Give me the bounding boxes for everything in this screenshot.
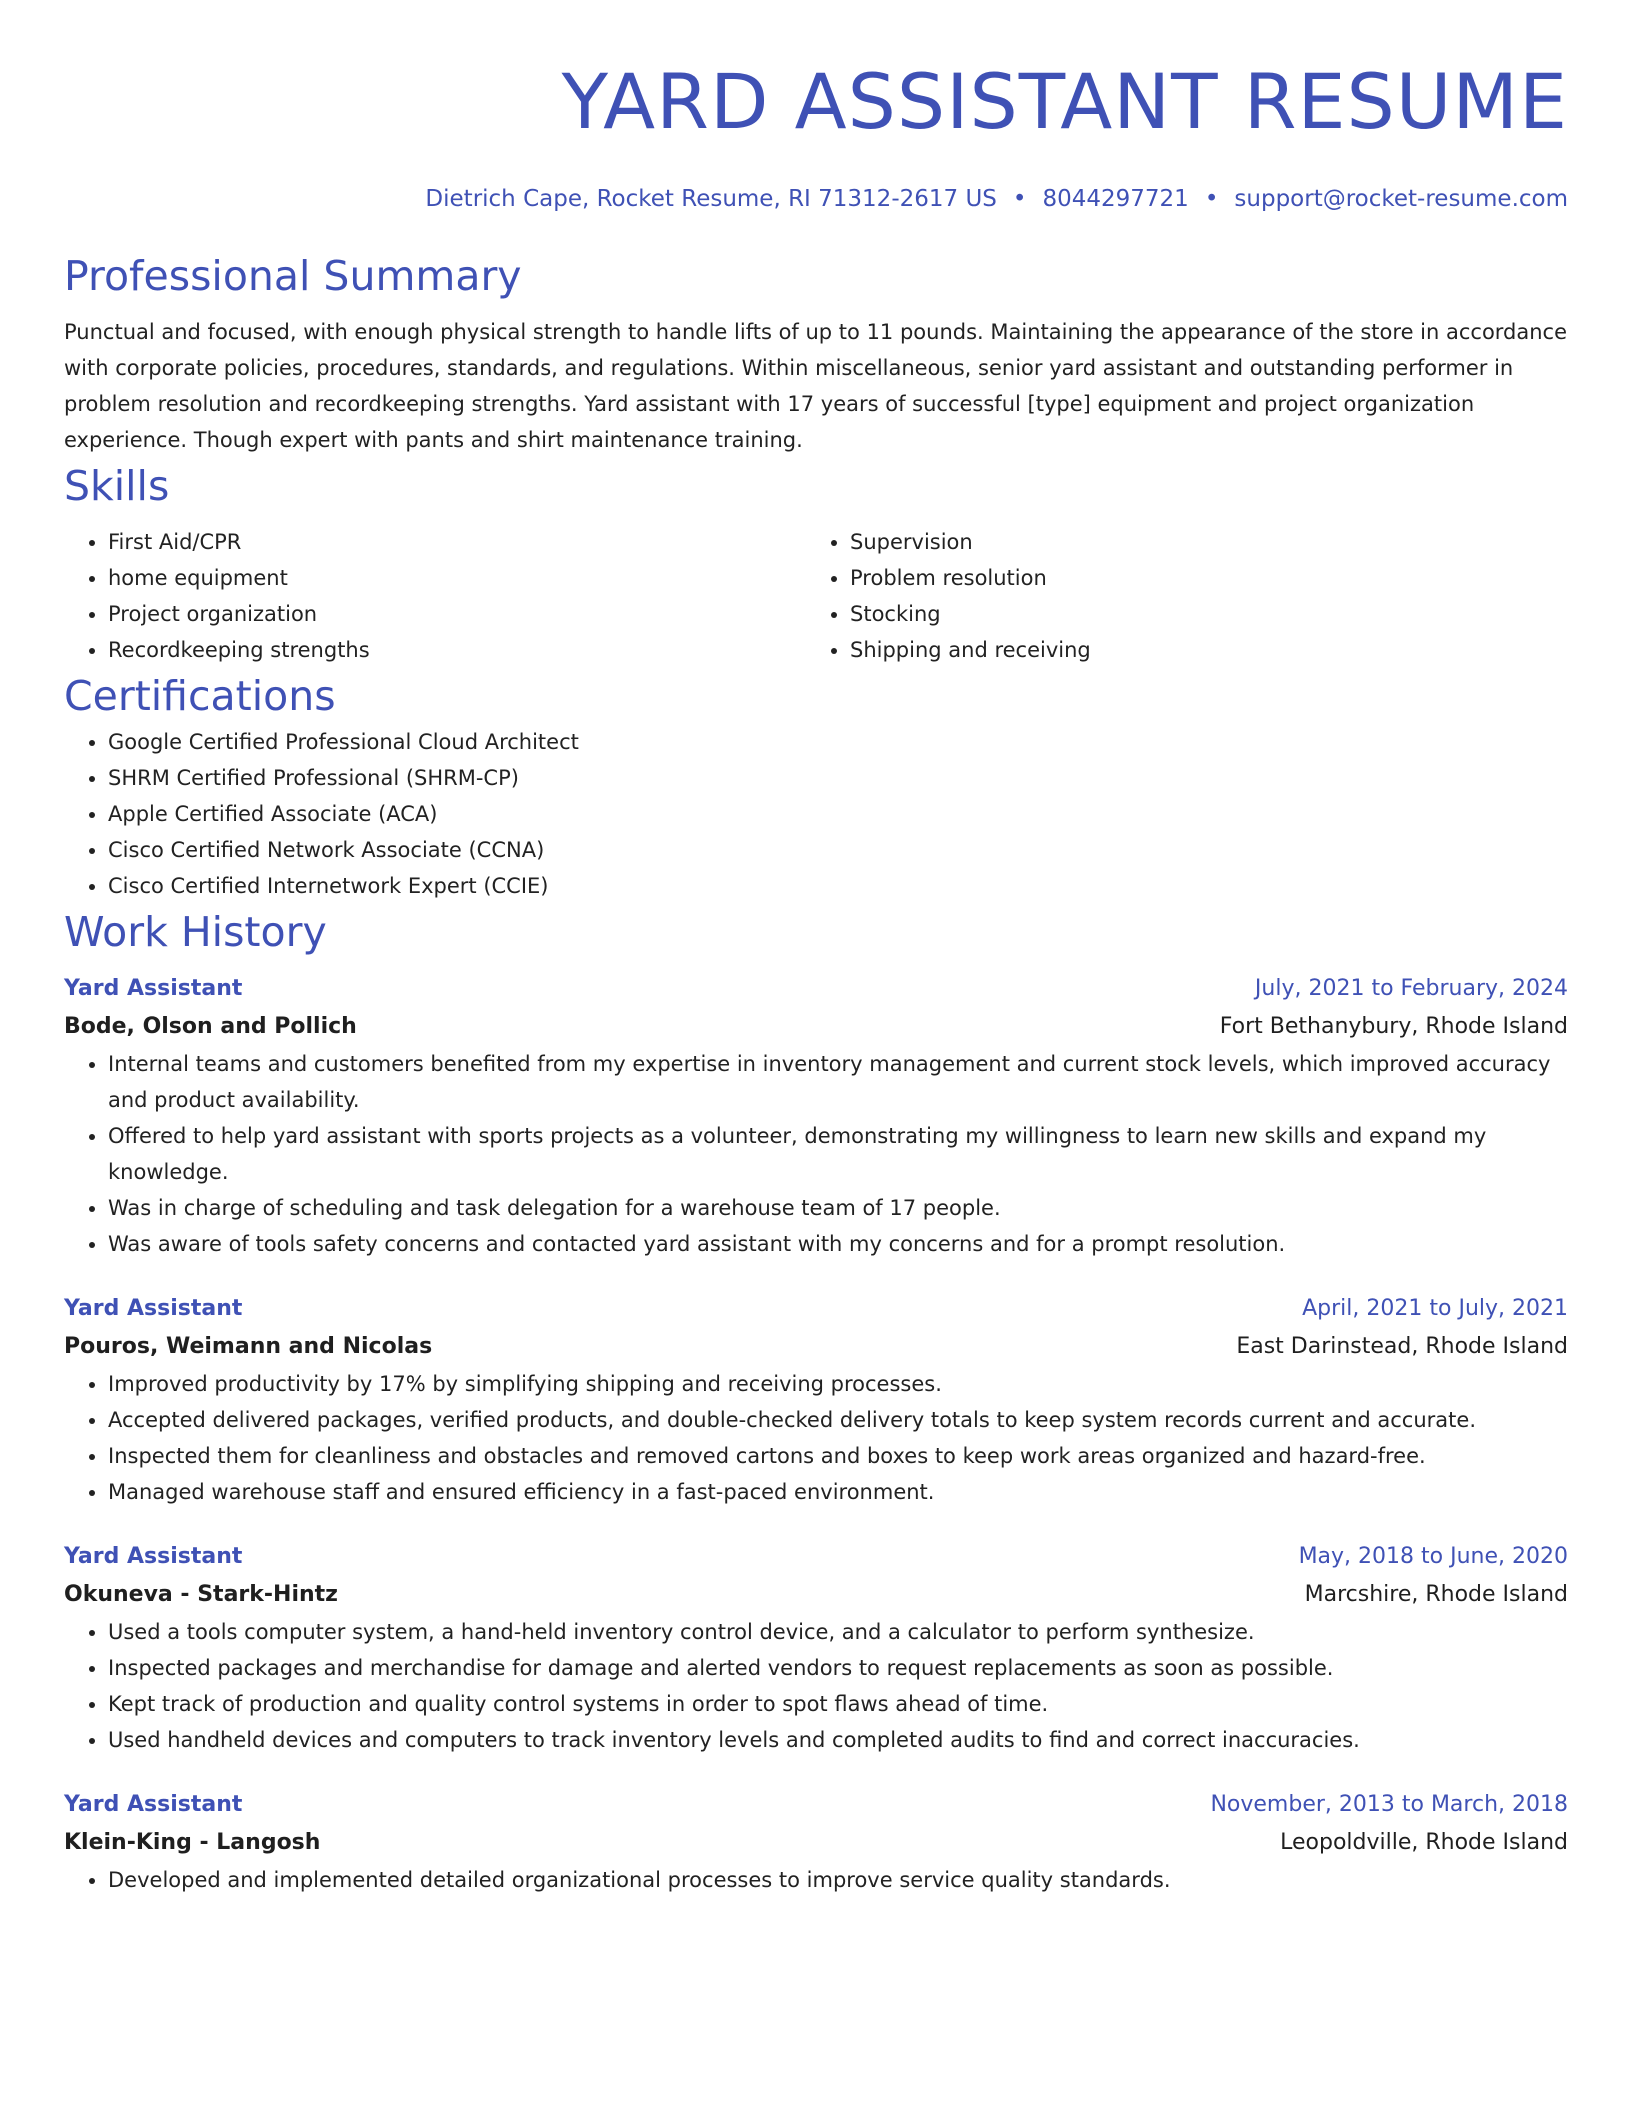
skills-column-left	[64, 524, 806, 668]
job-duty: • Was in charge of scheduling and task delegation for a warehouse team of 17 people.	[108, 1190, 1568, 1226]
contact-phone: 8044297721	[1042, 186, 1189, 212]
job-entry	[64, 970, 1568, 1262]
job-header-row	[64, 1786, 1568, 1824]
job-location: East Darinstead, Rhode Island	[1236, 1334, 1568, 1359]
contact-email: support@rocket-resume.com	[1234, 186, 1568, 212]
certification-item: • Cisco Certified Network Associate (CCNA)	[108, 832, 1568, 868]
job-duty: • Offered to help yard assistant with sports projects as a volunteer, demonstrating my willingness to learn new skills and expand my knowledge.	[108, 1118, 1568, 1190]
job-dates: May, 2018 to June, 2020	[1298, 1544, 1568, 1569]
job-header-row	[64, 1290, 1568, 1328]
skills-list-left	[64, 524, 806, 668]
contact-separator: •	[1204, 186, 1219, 212]
job-role: Yard Assistant	[64, 1296, 243, 1321]
job-dates: November, 2013 to March, 2018	[1210, 1792, 1568, 1817]
job-duty: • Internal teams and customers benefited from my expertise in inventory management and current stock levels, which improved accuracy and product availability.	[108, 1046, 1568, 1118]
job-duties-list	[64, 1046, 1568, 1262]
contact-line	[64, 182, 1568, 216]
skill-item: • Supervision	[850, 524, 1548, 560]
job-duties-list	[64, 1614, 1568, 1758]
job-duty: • Inspected them for cleanliness and obstacles and removed cartons and boxes to keep work areas organized and hazard-free.	[108, 1438, 1568, 1474]
job-location: Fort Bethanybury, Rhode Island	[1219, 1014, 1568, 1039]
job-entry	[64, 1786, 1568, 1898]
job-dates: April, 2021 to July, 2021	[1302, 1296, 1568, 1321]
certification-item: • SHRM Certified Professional (SHRM-CP)	[108, 760, 1568, 796]
job-duty: • Improved productivity by 17% by simplifying shipping and receiving processes.	[108, 1366, 1568, 1402]
job-location: Marcshire, Rhode Island	[1304, 1582, 1568, 1607]
job-duty: • Used a tools computer system, a hand-held inventory control device, and a calculator to perform synthesize.	[108, 1614, 1568, 1650]
skill-item: • Recordkeeping strengths	[108, 632, 806, 668]
job-duty: • Was aware of tools safety concerns and contacted yard assistant with my concerns and for a prompt resolution.	[108, 1226, 1568, 1262]
job-company: Pouros, Weimann and Nicolas	[64, 1334, 433, 1359]
certifications-list	[64, 724, 1568, 904]
job-company-row	[64, 1824, 1568, 1862]
skill-item: • Project organization	[108, 596, 806, 632]
job-location: Leopoldville, Rhode Island	[1280, 1830, 1568, 1855]
job-entry	[64, 1538, 1568, 1758]
skill-item: • First Aid/CPR	[108, 524, 806, 560]
job-duties-list	[64, 1862, 1568, 1898]
job-entry	[64, 1290, 1568, 1510]
job-company-row	[64, 1008, 1568, 1046]
job-company-row	[64, 1328, 1568, 1366]
skills-list-right	[806, 524, 1548, 668]
job-company: Okuneva - Stark-Hintz	[64, 1582, 338, 1607]
job-role: Yard Assistant	[64, 1792, 243, 1817]
skills-grid	[64, 524, 1568, 668]
job-duty: • Inspected packages and merchandise for damage and alerted vendors to request replacements as soon as possible.	[108, 1650, 1568, 1686]
skill-item: • home equipment	[108, 560, 806, 596]
job-header-row	[64, 1538, 1568, 1576]
job-company: Klein-King - Langosh	[64, 1830, 321, 1855]
job-duty: • Managed warehouse staff and ensured efficiency in a fast-paced environment.	[108, 1474, 1568, 1510]
job-duty: • Developed and implemented detailed organizational processes to improve service quality standards.	[108, 1862, 1568, 1898]
job-header-row	[64, 970, 1568, 1008]
resume-page	[64, 0, 1568, 1898]
contact-separator: •	[1012, 186, 1027, 212]
skill-item: • Problem resolution	[850, 560, 1548, 596]
summary-text: Punctual and focused, with enough physical strength to handle lifts of up to 11 pounds. Maintaining the appearance of the store in accordance with corporate policies, procedures, standards, and regulations. Within miscellaneous, senior yard assistant and outstanding performer in problem resolution and recordkeeping strengths. Yard assistant with 17 years of successful [type] equipment and project organization experience. Though expert with pants and shirt maintenance training.	[64, 320, 1568, 452]
contact-address: Dietrich Cape, Rocket Resume, RI 71312-2617 US	[425, 186, 997, 212]
certification-item: • Apple Certified Associate (ACA)	[108, 796, 1568, 832]
job-dates: July, 2021 to February, 2024	[1254, 976, 1568, 1001]
job-duty: • Accepted delivered packages, verified products, and double-checked delivery totals to keep system records current and accurate.	[108, 1402, 1568, 1438]
certification-item: • Cisco Certified Internetwork Expert (CCIE)	[108, 868, 1568, 904]
job-duty: • Used handheld devices and computers to track inventory levels and completed audits to find and correct inaccuracies.	[108, 1722, 1568, 1758]
skills-column-right	[806, 524, 1548, 668]
job-company: Bode, Olson and Pollich	[64, 1014, 357, 1039]
section-title-certifications: Certifications	[64, 672, 336, 720]
section-title-skills: Skills	[64, 462, 170, 510]
certification-item: • Google Certified Professional Cloud Architect	[108, 724, 1568, 760]
resume-title: YARD ASSISTANT RESUME	[561, 57, 1568, 146]
job-duties-list	[64, 1366, 1568, 1510]
section-title-work-history: Work History	[64, 908, 327, 956]
job-company-row	[64, 1576, 1568, 1614]
skill-item: • Stocking	[850, 596, 1548, 632]
job-role: Yard Assistant	[64, 976, 243, 1001]
section-title-summary: Professional Summary	[64, 252, 522, 300]
skill-item: • Shipping and receiving	[850, 632, 1548, 668]
job-duty: • Kept track of production and quality control systems in order to spot flaws ahead of time.	[108, 1686, 1568, 1722]
job-role: Yard Assistant	[64, 1544, 243, 1569]
